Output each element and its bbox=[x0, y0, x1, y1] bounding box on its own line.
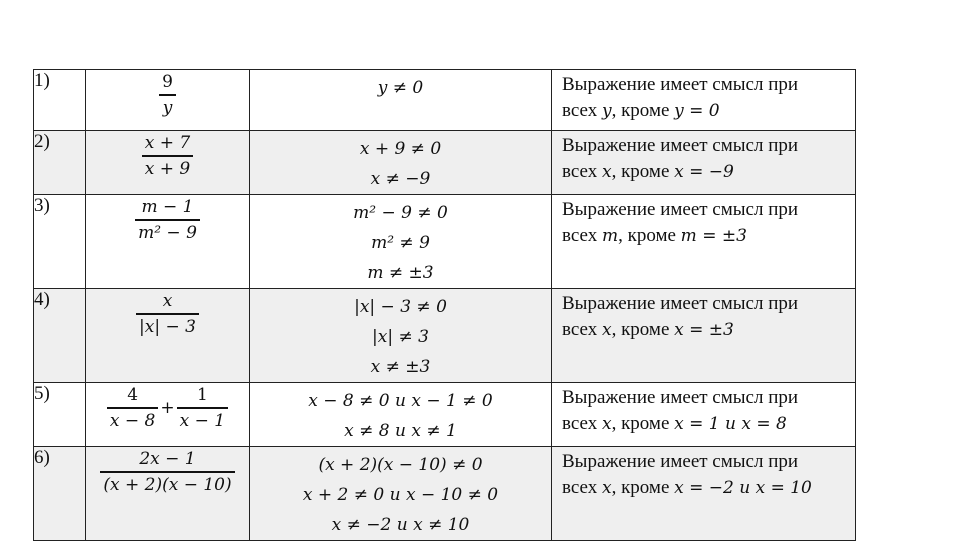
expression-cell bbox=[86, 70, 250, 131]
fraction bbox=[136, 289, 199, 339]
condition-line: (x + 2)(x − 10) ≠ 0 bbox=[318, 455, 483, 475]
numerator: m − 1 bbox=[141, 197, 194, 217]
denominator: m² − 9 bbox=[138, 222, 197, 243]
answer-text: всех bbox=[562, 225, 602, 246]
condition-line: x ≠ −9 bbox=[370, 169, 431, 189]
condition-line: |x| − 3 ≠ 0 bbox=[354, 297, 447, 317]
answer-text: , кроме bbox=[618, 225, 681, 246]
fraction bbox=[135, 195, 200, 245]
answer-variable: x bbox=[601, 162, 612, 182]
answer-text: всех bbox=[562, 161, 602, 182]
table-row bbox=[34, 383, 856, 447]
plus-sign: + bbox=[160, 397, 175, 418]
answer-text: всех bbox=[562, 477, 602, 498]
denominator: y bbox=[162, 97, 173, 118]
answer-line: Выражение имеет смысл при bbox=[562, 74, 799, 95]
conditions-cell bbox=[250, 70, 552, 131]
condition-line: m² ≠ 9 bbox=[371, 233, 430, 253]
expression-cell bbox=[86, 131, 250, 195]
table-row bbox=[34, 70, 856, 131]
answer-line bbox=[562, 98, 855, 124]
condition-line: x − 8 ≠ 0 и x − 1 ≠ 0 bbox=[308, 391, 493, 411]
row-number: 4) bbox=[34, 289, 86, 383]
row-number: 3) bbox=[34, 195, 86, 289]
condition-line: |x| ≠ 3 bbox=[372, 327, 429, 347]
answer-variable: m bbox=[601, 226, 619, 246]
answer-text: , кроме bbox=[611, 477, 675, 498]
answer-text: всех bbox=[562, 100, 602, 121]
answer-variable: y bbox=[601, 101, 612, 121]
row-number: 1) bbox=[34, 70, 86, 131]
table-row bbox=[34, 289, 856, 383]
denominator: x − 8 bbox=[109, 410, 156, 431]
condition-line: x + 9 ≠ 0 bbox=[359, 139, 442, 159]
fraction bbox=[100, 447, 234, 497]
fraction bbox=[177, 383, 228, 433]
row-number: 5) bbox=[34, 383, 86, 447]
condition-line: m² − 9 ≠ 0 bbox=[353, 203, 448, 223]
answer-variable: x bbox=[601, 414, 612, 434]
fraction bbox=[159, 70, 176, 120]
answer-condition: y = 0 bbox=[674, 101, 720, 121]
answer-cell bbox=[552, 383, 856, 447]
conditions-cell bbox=[250, 447, 552, 541]
condition-line: x + 2 ≠ 0 и x − 10 ≠ 0 bbox=[302, 485, 499, 505]
conditions-cell bbox=[250, 131, 552, 195]
denominator: (x + 2)(x − 10) bbox=[103, 474, 232, 495]
conditions-cell bbox=[250, 289, 552, 383]
answer-cell bbox=[552, 289, 856, 383]
answer-line bbox=[562, 475, 855, 501]
row-number: 2) bbox=[34, 131, 86, 195]
condition-line: x ≠ −2 и x ≠ 10 bbox=[331, 515, 470, 535]
expression-cell bbox=[86, 447, 250, 541]
numerator: 4 bbox=[127, 385, 139, 405]
answer-variable: x bbox=[601, 478, 612, 498]
answer-line: Выражение имеет смысл при bbox=[562, 135, 799, 156]
expression-cell bbox=[86, 383, 250, 447]
answer-line bbox=[562, 159, 855, 185]
table-row bbox=[34, 195, 856, 289]
answer-condition: x = ±3 bbox=[674, 320, 734, 340]
expression-cell bbox=[86, 289, 250, 383]
answer-variable: x bbox=[601, 320, 612, 340]
answer-line: Выражение имеет смысл при bbox=[562, 387, 799, 408]
numerator: 1 bbox=[196, 385, 208, 405]
condition-line: x ≠ ±3 bbox=[370, 357, 431, 377]
row-number: 6) bbox=[34, 447, 86, 541]
answer-cell bbox=[552, 195, 856, 289]
denominator: x − 1 bbox=[179, 410, 226, 431]
denominator: |x| − 3 bbox=[139, 316, 196, 337]
answer-cell bbox=[552, 70, 856, 131]
answer-text: всех bbox=[562, 413, 602, 434]
condition-line: y ≠ 0 bbox=[377, 78, 424, 98]
fraction bbox=[142, 131, 193, 181]
answer-line: Выражение имеет смысл при bbox=[562, 451, 799, 472]
answer-line bbox=[562, 317, 855, 343]
answer-text: , кроме bbox=[611, 319, 675, 340]
solutions-table bbox=[33, 69, 856, 541]
conditions-cell bbox=[250, 383, 552, 447]
answer-cell bbox=[552, 131, 856, 195]
numerator: x + 7 bbox=[144, 133, 191, 153]
answer-line bbox=[562, 411, 855, 437]
condition-line: x ≠ 8 и x ≠ 1 bbox=[344, 421, 457, 441]
answer-condition: x = −2 и x = 10 bbox=[674, 478, 812, 498]
expression-cell bbox=[86, 195, 250, 289]
numerator: x bbox=[162, 291, 173, 311]
answer-line: Выражение имеет смысл при bbox=[562, 199, 799, 220]
table-row bbox=[34, 131, 856, 195]
answer-line: Выражение имеет смысл при bbox=[562, 293, 799, 314]
numerator: 9 bbox=[162, 72, 173, 92]
answer-text: , кроме bbox=[611, 161, 675, 182]
numerator: 2x − 1 bbox=[139, 449, 196, 469]
fraction bbox=[107, 383, 158, 433]
answer-condition: m = ±3 bbox=[680, 226, 747, 246]
answer-condition: x = 1 и x = 8 bbox=[674, 414, 787, 434]
answer-text: , кроме bbox=[611, 413, 675, 434]
condition-line: m ≠ ±3 bbox=[367, 263, 434, 283]
answer-cell bbox=[552, 447, 856, 541]
denominator: x + 9 bbox=[144, 158, 191, 179]
answer-condition: x = −9 bbox=[674, 162, 734, 182]
conditions-cell bbox=[250, 195, 552, 289]
table-row bbox=[34, 447, 856, 541]
answer-text: , кроме bbox=[611, 100, 675, 121]
answer-text: всех bbox=[562, 319, 602, 340]
answer-line bbox=[562, 223, 855, 249]
